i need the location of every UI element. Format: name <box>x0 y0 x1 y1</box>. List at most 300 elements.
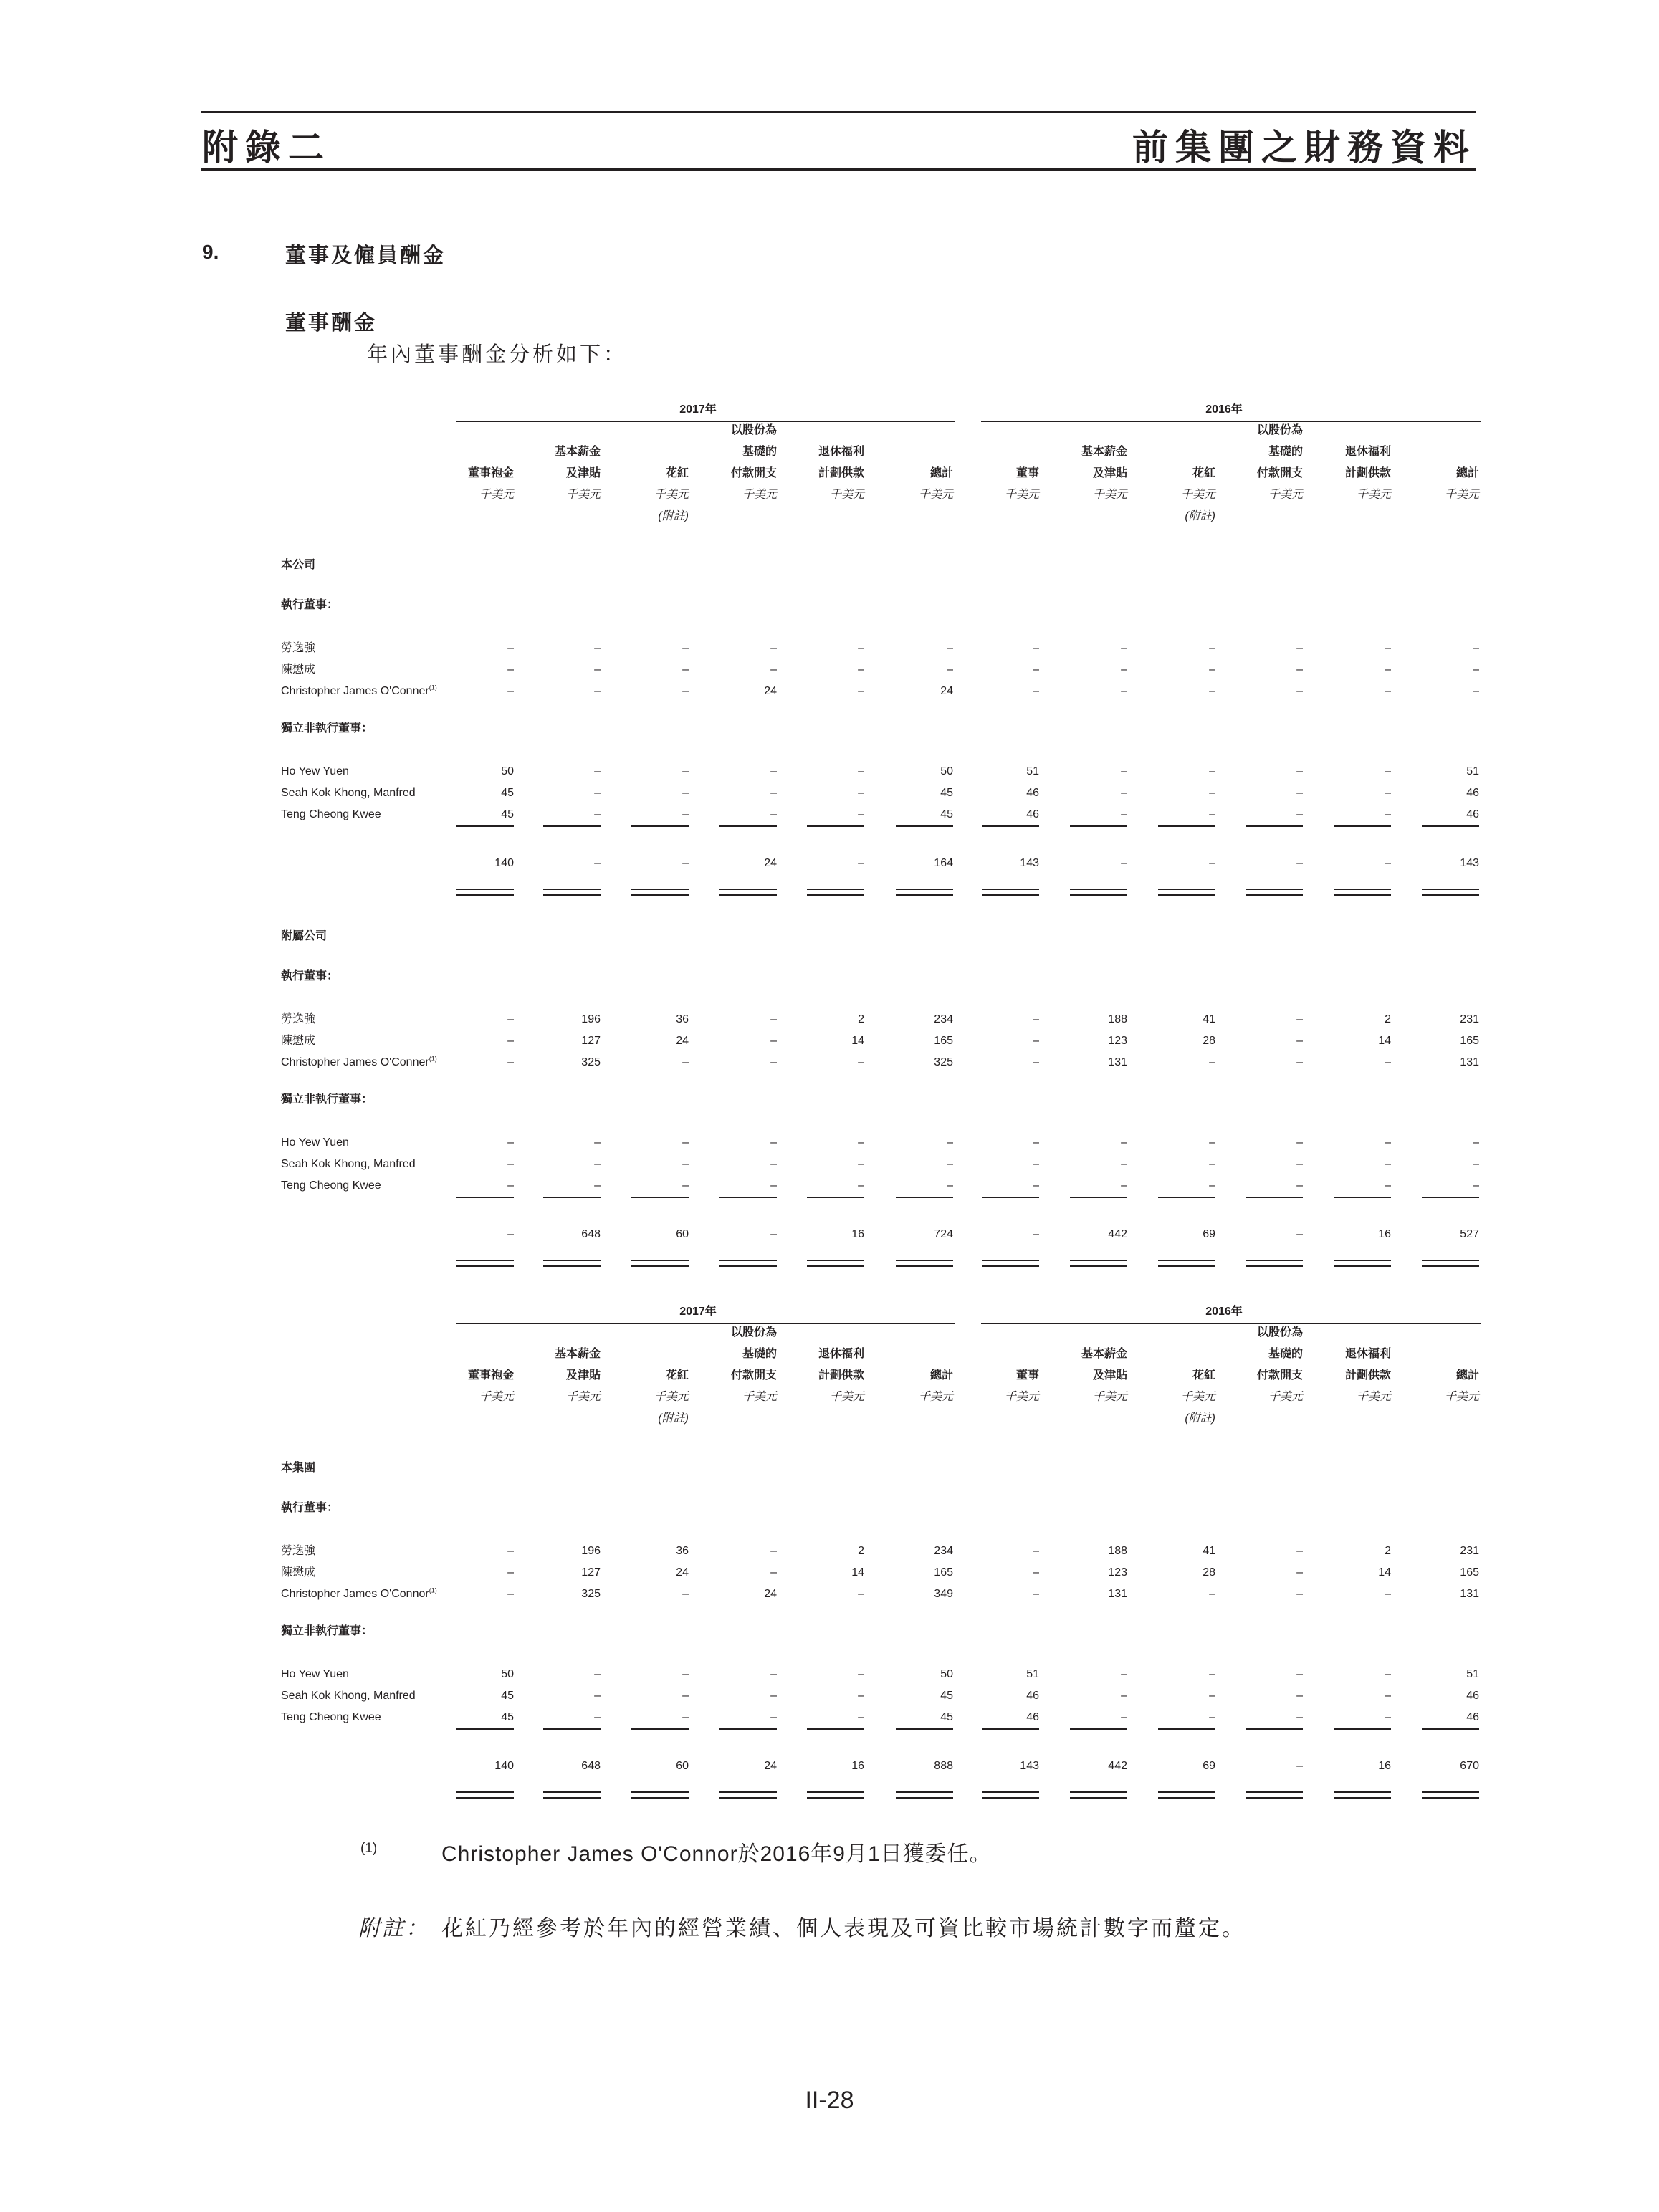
table-cell: – <box>682 664 689 676</box>
total-double-rule-bottom <box>543 894 601 896</box>
table-cell: – <box>1473 1136 1479 1149</box>
column-header: 董事袍金 <box>467 1369 514 1382</box>
table-cell: – <box>594 1711 601 1723</box>
total-double-rule-top <box>456 1791 514 1793</box>
subtotal-rule <box>1070 1728 1127 1730</box>
total-double-rule-top <box>631 1791 689 1793</box>
table-cell: – <box>858 1056 864 1068</box>
table-cell: – <box>858 685 864 697</box>
table-cell: – <box>507 1588 514 1600</box>
table-cell: – <box>1385 1668 1391 1680</box>
table-cell: – <box>507 1013 514 1025</box>
table-cell: – <box>1296 685 1303 697</box>
table-cell: – <box>1296 1228 1303 1240</box>
director-name: 勞逸強 <box>281 1013 316 1025</box>
unit-label: 千美元 <box>1268 1391 1303 1403</box>
total-double-rule-top <box>896 1791 953 1793</box>
table-cell: 16 <box>851 1228 864 1240</box>
indep-directors-label: 獨立非執行董事： <box>281 1093 373 1106</box>
table-cell: – <box>1209 1588 1215 1600</box>
table-cell: 24 <box>940 685 953 697</box>
table-cell: 165 <box>1460 1035 1479 1047</box>
table-cell: 50 <box>940 765 953 777</box>
subtotal-rule <box>1334 825 1391 827</box>
table-cell: – <box>682 1711 689 1723</box>
table-cell: 45 <box>940 1711 953 1723</box>
table-cell: – <box>1033 1228 1039 1240</box>
table-cell: 442 <box>1108 1228 1127 1240</box>
table-cell: – <box>682 857 689 869</box>
total-double-rule-bottom <box>1334 1265 1391 1267</box>
table-cell: 46 <box>1026 1711 1039 1723</box>
total-double-rule-top <box>1422 1791 1479 1793</box>
table-cell: – <box>507 642 514 654</box>
table-cell: – <box>594 857 601 869</box>
total-double-rule-bottom <box>807 1797 864 1799</box>
subtotal-rule <box>896 1728 953 1730</box>
table-cell: – <box>770 1228 777 1240</box>
table-cell: 51 <box>1026 765 1039 777</box>
total-double-rule-bottom <box>1246 894 1303 896</box>
table-cell: – <box>594 1690 601 1702</box>
table-cell: – <box>1296 1056 1303 1068</box>
table-cell: – <box>947 1158 953 1170</box>
table-cell: – <box>770 1056 777 1068</box>
table-cell: – <box>594 685 601 697</box>
director-name: 陳懋成 <box>281 1035 316 1047</box>
table-cell: 234 <box>934 1545 953 1557</box>
table-cell: 325 <box>934 1056 953 1068</box>
total-double-rule-top <box>807 1791 864 1793</box>
column-header: 總計 <box>929 467 953 479</box>
total-double-rule-bottom <box>543 1797 601 1799</box>
table-cell: 140 <box>494 857 514 869</box>
unit-label: 千美元 <box>1268 489 1303 501</box>
table-cell: – <box>507 1136 514 1149</box>
column-header: 計劃供款 <box>1344 467 1391 479</box>
table-cell: – <box>1209 808 1215 820</box>
table-cell: 325 <box>581 1588 601 1600</box>
table-cell: 143 <box>1460 857 1479 869</box>
year-label-2017: 2017年 <box>679 403 717 416</box>
column-header: 付款開支 <box>730 467 777 479</box>
table-cell: – <box>1121 1668 1127 1680</box>
subtotal-rule <box>1158 825 1215 827</box>
table-cell: – <box>507 1035 514 1047</box>
table-cell: 131 <box>1460 1588 1479 1600</box>
column-header: 退休福利 <box>818 1348 864 1360</box>
table-cell: 45 <box>501 1690 514 1702</box>
table-cell: 143 <box>1020 857 1039 869</box>
table-cell: – <box>1385 765 1391 777</box>
indep-directors-label: 獨立非執行董事： <box>281 1625 373 1637</box>
footnote-marker: (1) <box>360 1841 378 1856</box>
table-cell: 164 <box>934 857 953 869</box>
year-rule-2016 <box>981 1323 1481 1324</box>
director-name: 陳懋成 <box>281 1566 316 1579</box>
table-cell: 41 <box>1203 1545 1215 1557</box>
table-cell: – <box>1121 765 1127 777</box>
table-cell: – <box>1121 685 1127 697</box>
unit-label: 千美元 <box>1356 1391 1391 1403</box>
column-header: 及津貼 <box>1092 1369 1127 1382</box>
subtotal-rule <box>982 825 1039 827</box>
table-cell: – <box>1296 664 1303 676</box>
year-rule-2016 <box>981 421 1481 422</box>
table-cell: – <box>594 664 601 676</box>
total-double-rule-bottom <box>807 894 864 896</box>
table-cell: 231 <box>1460 1013 1479 1025</box>
note-label: 附註： <box>358 1917 429 1940</box>
table-cell: 14 <box>1378 1035 1391 1047</box>
table-cell: – <box>1296 1711 1303 1723</box>
column-header: 退休福利 <box>1344 446 1391 458</box>
subtotal-rule <box>896 825 953 827</box>
total-double-rule-top <box>982 889 1039 890</box>
unit-label: 千美元 <box>829 1391 864 1403</box>
unit-label: 千美元 <box>654 1391 689 1403</box>
total-double-rule-bottom <box>807 1265 864 1267</box>
table-cell: – <box>770 765 777 777</box>
total-double-rule-bottom <box>631 1797 689 1799</box>
table-cell: – <box>947 1179 953 1192</box>
appendix-label: 附錄二 <box>202 128 331 168</box>
director-name: Seah Kok Khong, Manfred <box>281 1158 416 1170</box>
director-name: Ho Yew Yuen <box>281 1668 349 1680</box>
subtotal-rule <box>543 1728 601 1730</box>
table-cell: – <box>770 787 777 799</box>
table-cell: – <box>507 1228 514 1240</box>
table-cell: 196 <box>581 1545 601 1557</box>
total-double-rule-bottom <box>1422 894 1479 896</box>
column-header: 總計 <box>929 1369 953 1382</box>
table-cell: – <box>594 642 601 654</box>
table-cell: – <box>1296 1588 1303 1600</box>
table-cell: – <box>1033 685 1039 697</box>
total-double-rule-top <box>807 889 864 890</box>
unit-label: 千美元 <box>1180 1391 1215 1403</box>
unit-label: 千美元 <box>829 489 864 501</box>
table-cell: – <box>1296 1566 1303 1579</box>
table-cell: – <box>1209 765 1215 777</box>
table-cell: 46 <box>1466 1711 1479 1723</box>
table-cell: – <box>594 1136 601 1149</box>
year-label-2017: 2017年 <box>679 1306 717 1318</box>
table-cell: 131 <box>1108 1588 1127 1600</box>
table-cell: 349 <box>934 1588 953 1600</box>
table-cell: 196 <box>581 1013 601 1025</box>
unit-label: 千美元 <box>1444 489 1479 501</box>
subtotal-rule <box>896 1197 953 1198</box>
table-cell: – <box>1033 1545 1039 1557</box>
table-cell: – <box>1296 1545 1303 1557</box>
table-cell: – <box>1385 685 1391 697</box>
table-cell: 724 <box>934 1228 953 1240</box>
total-double-rule-top <box>1246 1791 1303 1793</box>
note-ref: (附註) <box>658 1412 689 1425</box>
table-cell: – <box>594 765 601 777</box>
table-cell: 46 <box>1466 787 1479 799</box>
total-double-rule-bottom <box>456 1265 514 1267</box>
table-cell: – <box>1473 642 1479 654</box>
table-cell: – <box>1296 808 1303 820</box>
director-name: Teng Cheong Kwee <box>281 1711 381 1723</box>
total-double-rule-bottom <box>456 894 514 896</box>
column-header: 及津貼 <box>565 467 601 479</box>
table-cell: – <box>682 1179 689 1192</box>
table-cell: – <box>1385 1711 1391 1723</box>
table-cell: 45 <box>501 808 514 820</box>
total-double-rule-top <box>1334 1260 1391 1261</box>
total-double-rule-bottom <box>543 1265 601 1267</box>
table-cell: – <box>1385 1179 1391 1192</box>
table-cell: – <box>1385 664 1391 676</box>
director-name: Ho Yew Yuen <box>281 1136 349 1149</box>
table-cell: – <box>682 685 689 697</box>
subtotal-rule <box>1158 1728 1215 1730</box>
year-rule-2017 <box>456 421 955 422</box>
table-cell: 51 <box>1466 765 1479 777</box>
table-cell: – <box>1385 857 1391 869</box>
unit-label: 千美元 <box>1092 1391 1127 1403</box>
subtotal-rule <box>1422 1728 1479 1730</box>
table-cell: 46 <box>1026 787 1039 799</box>
total-double-rule-top <box>543 889 601 890</box>
table-cell: – <box>1033 1136 1039 1149</box>
table-cell: 36 <box>676 1545 689 1557</box>
table-cell: – <box>770 1711 777 1723</box>
column-header: 以股份為 <box>1256 1326 1303 1339</box>
table-cell: – <box>1296 642 1303 654</box>
table-cell: 670 <box>1460 1760 1479 1772</box>
total-double-rule-top <box>1158 1260 1215 1261</box>
total-double-rule-top <box>1334 1791 1391 1793</box>
table-cell: – <box>1209 1711 1215 1723</box>
subsection-title: 董事酬金 <box>285 312 378 335</box>
column-header: 付款開支 <box>1256 1369 1303 1382</box>
total-double-rule-bottom <box>1246 1265 1303 1267</box>
column-header: 基本薪金 <box>1081 446 1127 458</box>
table-cell: 28 <box>1203 1035 1215 1047</box>
table-cell: – <box>682 1056 689 1068</box>
director-name: 陳懋成 <box>281 664 316 676</box>
table-cell: – <box>858 1158 864 1170</box>
table-cell: – <box>1033 642 1039 654</box>
unit-label: 千美元 <box>1444 1391 1479 1403</box>
director-name: Ho Yew Yuen <box>281 765 349 777</box>
table-cell: – <box>770 1158 777 1170</box>
table-cell: – <box>858 1136 864 1149</box>
table-cell: – <box>1473 1179 1479 1192</box>
table-cell: 24 <box>764 685 777 697</box>
table-cell: – <box>947 1136 953 1149</box>
column-header: 董事袍金 <box>467 467 514 479</box>
table-cell: 14 <box>1378 1566 1391 1579</box>
table-cell: – <box>682 1588 689 1600</box>
table-cell: – <box>1473 1158 1479 1170</box>
unit-label: 千美元 <box>1180 489 1215 501</box>
table-cell: – <box>1296 857 1303 869</box>
table-cell: 123 <box>1108 1566 1127 1579</box>
table-cell: 131 <box>1108 1056 1127 1068</box>
subtotal-rule <box>456 825 514 827</box>
column-header: 計劃供款 <box>818 467 864 479</box>
column-header: 基本薪金 <box>554 1348 601 1360</box>
table-cell: – <box>682 808 689 820</box>
table-cell: – <box>682 787 689 799</box>
table-cell: 28 <box>1203 1566 1215 1579</box>
note-ref: (附註) <box>658 510 689 522</box>
page-heading: 前集團之財務資料 <box>1132 128 1476 168</box>
intro-text: 年內董事酬金分析如下： <box>367 343 628 366</box>
total-double-rule-top <box>631 889 689 890</box>
table-cell: – <box>1296 1013 1303 1025</box>
subtotal-rule <box>1070 825 1127 827</box>
total-double-rule-bottom <box>1070 1797 1127 1799</box>
table-cell: – <box>1473 685 1479 697</box>
footnote-ref: (1) <box>429 1055 437 1063</box>
table-cell: – <box>858 1668 864 1680</box>
total-double-rule-bottom <box>719 1797 777 1799</box>
table-cell: 143 <box>1020 1760 1039 1772</box>
table-cell: 2 <box>858 1545 864 1557</box>
table-cell: – <box>1209 1136 1215 1149</box>
total-double-rule-top <box>1422 889 1479 890</box>
subtotal-rule <box>631 825 689 827</box>
total-double-rule-bottom <box>982 1797 1039 1799</box>
subtotal-rule <box>543 825 601 827</box>
column-header: 退休福利 <box>1344 1348 1391 1360</box>
table-cell: 69 <box>1203 1228 1215 1240</box>
table-cell: – <box>1209 664 1215 676</box>
table-cell: – <box>1209 1668 1215 1680</box>
table-cell: – <box>858 1690 864 1702</box>
column-header: 花紅 <box>665 467 689 479</box>
table-cell: – <box>770 1136 777 1149</box>
column-header: 付款開支 <box>1256 467 1303 479</box>
table-cell: 2 <box>1385 1545 1391 1557</box>
table-cell: – <box>1209 685 1215 697</box>
table-cell: 36 <box>676 1013 689 1025</box>
total-double-rule-bottom <box>1158 1797 1215 1799</box>
director-name: 勞逸強 <box>281 642 316 654</box>
subtotal-rule <box>1422 825 1479 827</box>
subtotal-rule <box>1246 1197 1303 1198</box>
table-cell: 14 <box>851 1035 864 1047</box>
total-double-rule-top <box>982 1791 1039 1793</box>
table-cell: 46 <box>1466 808 1479 820</box>
column-header: 計劃供款 <box>818 1369 864 1382</box>
table-cell: – <box>1033 1056 1039 1068</box>
column-header: 花紅 <box>1192 467 1215 479</box>
column-header: 花紅 <box>665 1369 689 1382</box>
table-cell: – <box>1209 1690 1215 1702</box>
subtotal-rule <box>1246 1728 1303 1730</box>
column-header: 總計 <box>1455 467 1479 479</box>
director-name: Seah Kok Khong, Manfred <box>281 1690 416 1702</box>
total-double-rule-top <box>1246 1260 1303 1261</box>
table-cell: 888 <box>934 1760 953 1772</box>
subtotal-rule <box>1070 1197 1127 1198</box>
table-cell: – <box>507 1545 514 1557</box>
director-name: Christopher James O'Conner$^{(1)}$ <box>281 684 437 697</box>
table-cell: – <box>1121 1158 1127 1170</box>
table-cell: – <box>1296 1668 1303 1680</box>
column-header: 基礎的 <box>1268 1348 1303 1360</box>
year-rule-2017 <box>456 1323 955 1324</box>
table-cell: 50 <box>501 765 514 777</box>
subtotal-rule <box>1158 1197 1215 1198</box>
subtotal-rule <box>456 1728 514 1730</box>
table-cell: – <box>594 1668 601 1680</box>
table-cell: – <box>1385 1056 1391 1068</box>
table-cell: – <box>947 664 953 676</box>
unit-label: 千美元 <box>479 489 514 501</box>
table-cell: 2 <box>1385 1013 1391 1025</box>
group-title: 本公司 <box>281 559 316 571</box>
table-cell: 442 <box>1108 1760 1127 1772</box>
table-cell: – <box>1296 1158 1303 1170</box>
table-cell: 45 <box>501 787 514 799</box>
table-cell: 165 <box>1460 1566 1479 1579</box>
table-cell: – <box>1033 1013 1039 1025</box>
total-double-rule-top <box>1070 1791 1127 1793</box>
table-cell: 188 <box>1108 1545 1127 1557</box>
unit-label: 千美元 <box>1356 489 1391 501</box>
column-header: 以股份為 <box>1256 424 1303 436</box>
subtotal-rule <box>631 1728 689 1730</box>
table-cell: 234 <box>934 1013 953 1025</box>
table-cell: – <box>858 642 864 654</box>
total-double-rule-bottom <box>631 894 689 896</box>
table-cell: 648 <box>581 1228 601 1240</box>
table-cell: 50 <box>501 1668 514 1680</box>
table-cell: 46 <box>1026 808 1039 820</box>
column-header: 計劃供款 <box>1344 1369 1391 1382</box>
table-cell: 45 <box>940 808 953 820</box>
unit-label: 千美元 <box>565 1391 601 1403</box>
table-cell: – <box>1385 1588 1391 1600</box>
subtotal-rule <box>1334 1728 1391 1730</box>
table-cell: – <box>1209 857 1215 869</box>
table-cell: – <box>1121 808 1127 820</box>
table-cell: – <box>1209 787 1215 799</box>
table-cell: – <box>858 1711 864 1723</box>
table-cell: – <box>1033 1158 1039 1170</box>
table-cell: 45 <box>940 787 953 799</box>
table-cell: – <box>1385 1158 1391 1170</box>
table-cell: – <box>858 1588 864 1600</box>
table-cell: 14 <box>851 1566 864 1579</box>
total-double-rule-bottom <box>896 894 953 896</box>
table-cell: – <box>682 1158 689 1170</box>
subtotal-rule <box>719 1728 777 1730</box>
subtotal-rule <box>807 1197 864 1198</box>
page-number: II-28 <box>805 2087 854 2114</box>
group-title: 本集團 <box>281 1462 316 1474</box>
total-double-rule-bottom <box>1334 1797 1391 1799</box>
table-cell: – <box>1121 787 1127 799</box>
column-header: 基礎的 <box>1268 446 1303 458</box>
exec-directors-label: 執行董事： <box>281 970 339 982</box>
total-double-rule-top <box>1246 889 1303 890</box>
table-cell: 16 <box>1378 1228 1391 1240</box>
table-cell: – <box>1385 808 1391 820</box>
table-cell: – <box>1296 1035 1303 1047</box>
total-double-rule-top <box>896 1260 953 1261</box>
total-double-rule-top <box>1158 889 1215 890</box>
subtotal-rule <box>1246 825 1303 827</box>
